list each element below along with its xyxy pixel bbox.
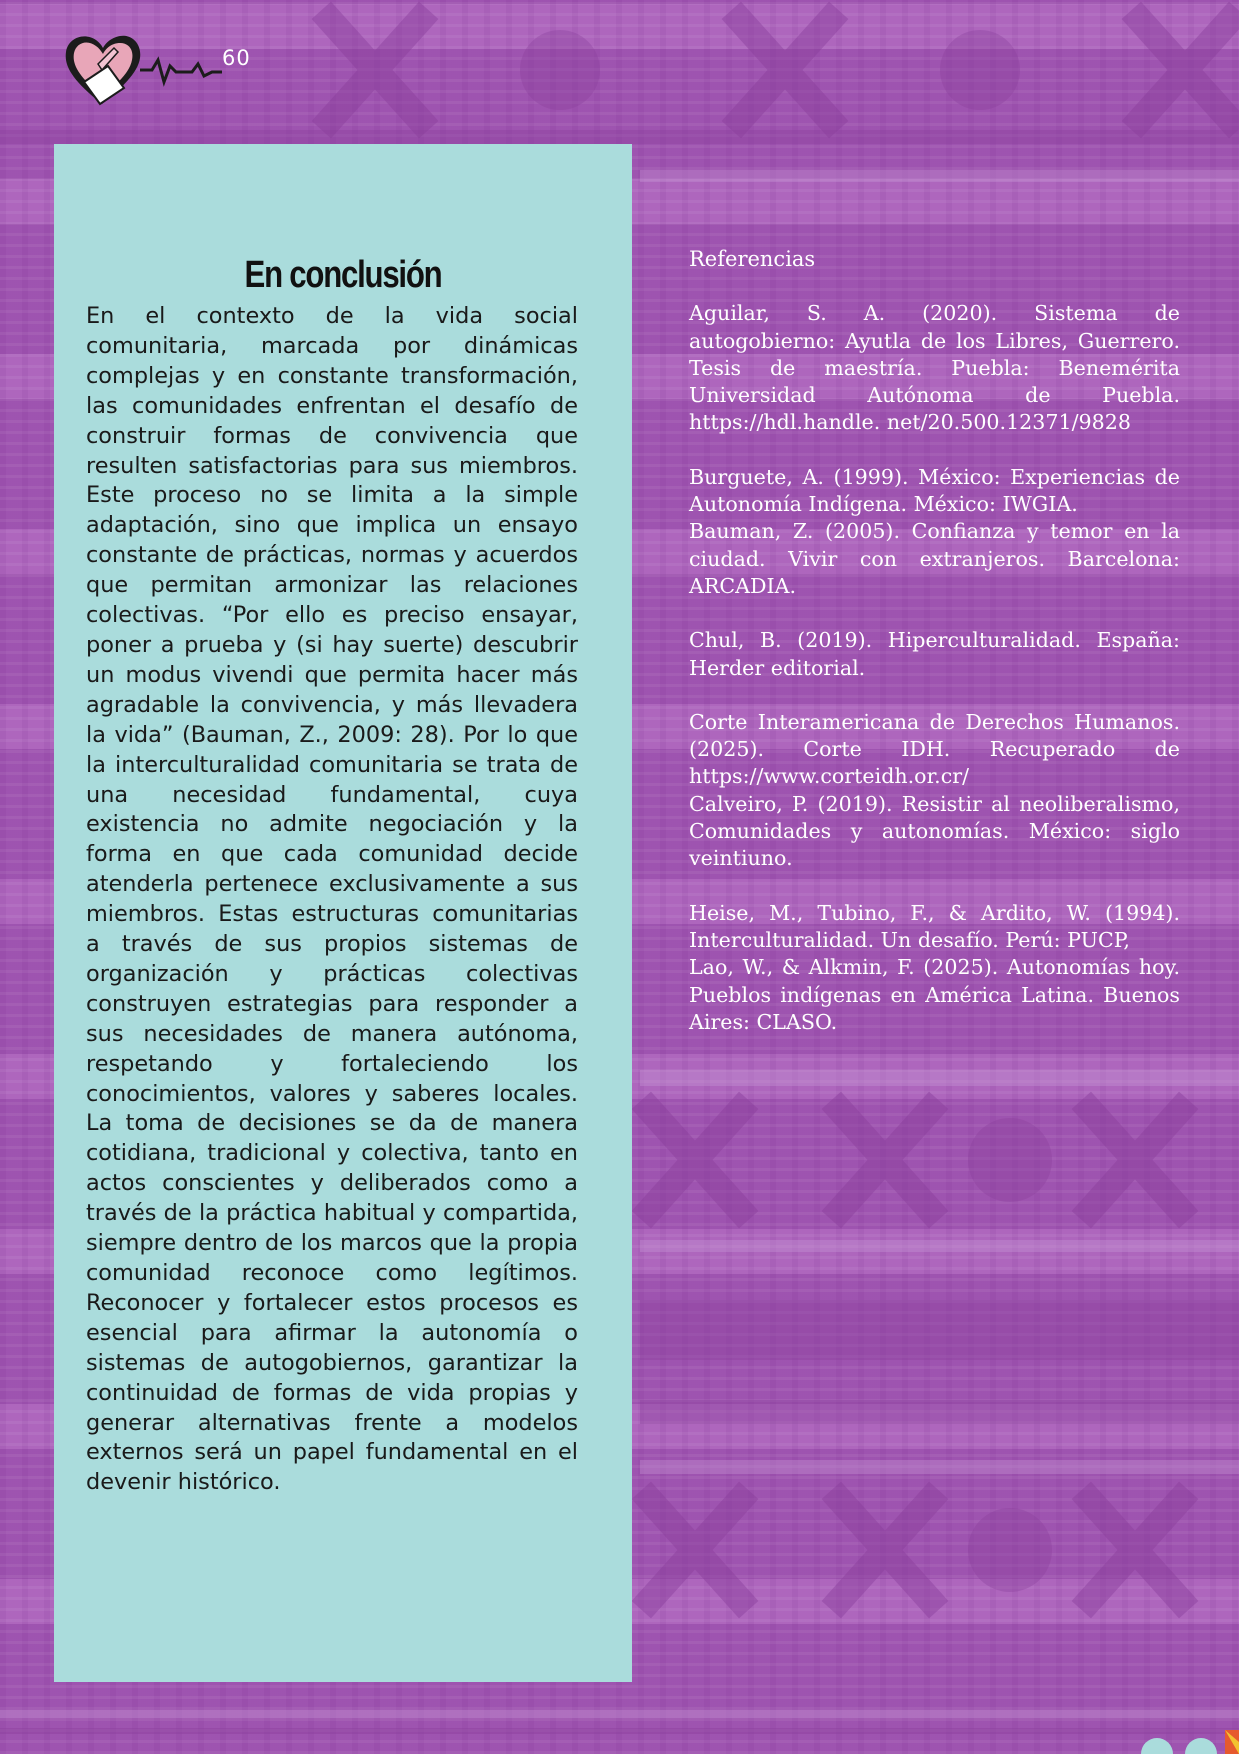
references-list bbox=[689, 300, 1180, 1036]
references-heading: Referencias bbox=[689, 247, 816, 271]
bottom-decoration bbox=[0, 1690, 1239, 1754]
reference-item: Burguete, A. (1999). México: Experiencias de Autonomía Indígena. México: IWGIA. bbox=[689, 464, 1180, 517]
reference-item: Calveiro, P. (2019). Resistir al neoliberalismo, Comunidades y autonomías. México: siglo veintiuno. bbox=[689, 791, 1180, 871]
reference-item: Heise, M., Tubino, F., & Ardito, W. (1994). Interculturalidad. Un desafío. Perú: PUCP, bbox=[689, 900, 1180, 952]
page-number: 60 bbox=[222, 46, 251, 70]
reference-item: Lao, W., & Alkmin, F. (2025). Autonomías hoy. Pueblos indígenas en América Latina. Buenos Aires: CLASO. bbox=[689, 955, 1180, 1034]
conclusion-title: En conclusión bbox=[244, 253, 442, 296]
conclusion-panel bbox=[54, 144, 632, 1682]
header-logo bbox=[62, 30, 282, 110]
corner-dots-decoration bbox=[1129, 1730, 1239, 1754]
reference-item: Chul, B. (2019). Hiperculturalidad. España: Herder editorial. bbox=[689, 628, 1180, 680]
conclusion-body: En el contexto de la vida social comunitaria, marcada por dinámicas complejas y en constante transformación, las comunidades enfrentan el desafío de construir formas de convivencia que resulten satisfactorias para sus miembros. Este proceso no se limita a la simple adaptación, sino que implica un ensayo constante de prácticas, normas y acuerdos que permitan armonizar las relaciones colectivas. “Por ello es preciso ensayar, poner a prueba y (si hay suerte) descubrir un modus vivendi que permita hacer más agradable la convivencia, y más llevadera la vida” (Bauman, Z., 2009: 28). Por lo que la interculturalidad comunitaria se trata de una necesidad fundamental, cuya existencia no admite negociación y la forma en que cada comunidad decide atenderla pertenece exclusivamente a sus miembros. Estas estructuras comunitarias a través de sus propios sistemas de organización y prácticas colectivas construyen estrategias para responder a sus necesidades de manera autónoma, respetando y fortaleciendo los conocimientos, valores y saberes locales. La toma de decisiones se da de manera cotidiana, tradicional y colectiva, tanto en actos conscientes y deliberados como a través de la práctica habitual y compartida, siempre dentro de los marcos que la propia comunidad reconoce como legítimos. Reconocer y fortalecer estos procesos es esencial para afirmar la autonomía o sistemas de autogobiernos, garantizar la continuidad de formas de vida propias y generar alternativas frente a modelos externos será un papel fundamental en el devenir histórico. bbox=[86, 303, 578, 1496]
heart-ballot-pulse-icon bbox=[66, 36, 222, 104]
references-section bbox=[689, 246, 1180, 1036]
reference-item: Aguilar, S. A. (2020). Sistema de autogobierno: Ayutla de los Libres, Guerrero. Tesis de maestría. Puebla: Benemérita Universidad Autónoma de Puebla. https://hdl.handle. net/20.500.12371/9828 bbox=[689, 301, 1180, 435]
reference-item: Corte Interamericana de Derechos Humanos. (2025). Corte IDH. Recuperado de https://www.corteidh.or.cr/ bbox=[689, 709, 1180, 789]
reference-item: Bauman, Z. (2005). Confianza y temor en la ciudad. Vivir con extranjeros. Barcelona: ARCADIA. bbox=[689, 519, 1180, 598]
